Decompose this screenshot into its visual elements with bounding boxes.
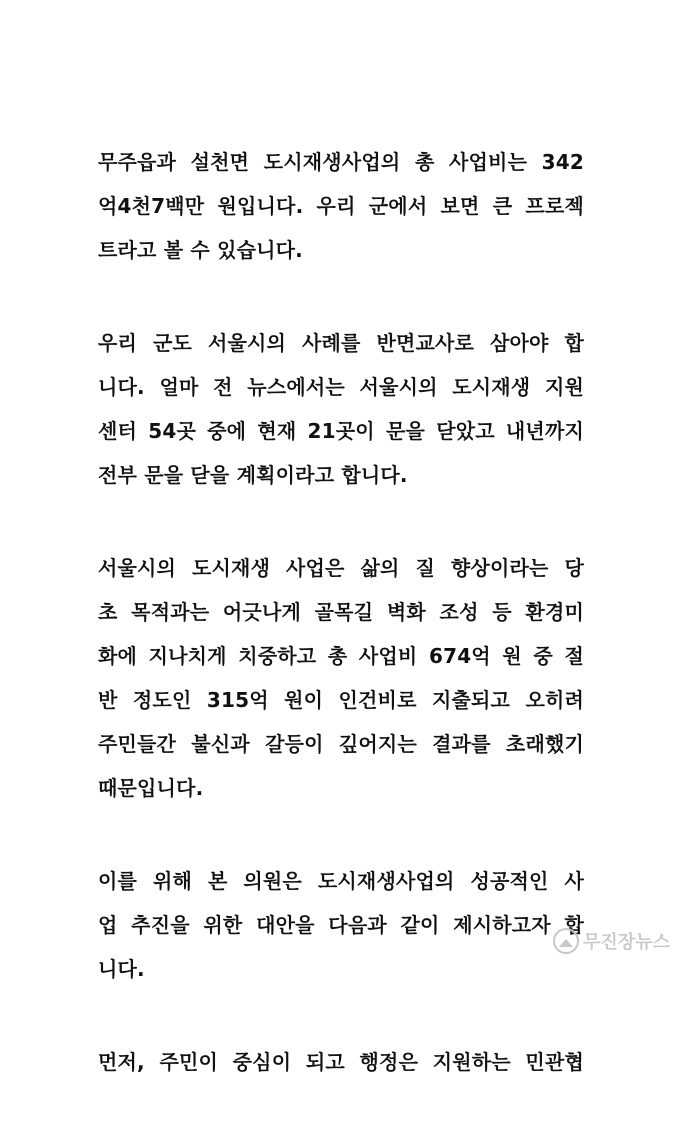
watermark <box>553 928 670 954</box>
paragraph-5 <box>98 1040 584 1084</box>
text-line: 트라고 볼 수 있습니다. <box>98 238 303 262</box>
watermark-text: 무진장뉴스 <box>583 932 670 953</box>
text-line: 서울시의 도시재생 사업은 삶의 질 향상이라는 당 <box>98 556 584 580</box>
text-line: 니다. <box>98 957 145 981</box>
text-line: 니다. 얼마 전 뉴스에서는 서울시의 도시재생 지원 <box>98 375 584 399</box>
text-line: 반 정도인 315억 원이 인건비로 지출되고 오히려 <box>98 688 584 712</box>
text-line: 초 목적과는 어긋나게 골목길 벽화 조성 등 환경미 <box>98 600 584 624</box>
text-line: 우리 군도 서울시의 사례를 반면교사로 삼아야 합 <box>98 331 584 355</box>
text-line: 이를 위해 본 의원은 도시재생사업의 성공적인 사 <box>98 869 584 893</box>
paragraph-3 <box>98 546 584 810</box>
paragraph-2 <box>98 321 584 497</box>
text-line: 업 추진을 위한 대안을 다음과 같이 제시하고자 합 <box>98 913 584 937</box>
paragraph-1 <box>98 140 584 272</box>
text-line: 무주읍과 설천면 도시재생사업의 총 사업비는 342 <box>98 150 584 174</box>
text-line: 전부 문을 닫을 계획이라고 합니다. <box>98 463 408 487</box>
text-line: 주민들간 불신과 갈등이 깊어지는 결과를 초래했기 <box>98 732 584 756</box>
text-line: 센터 54곳 중에 현재 21곳이 문을 닫았고 내년까지 <box>98 419 584 443</box>
text-line: 억4천7백만 원입니다. 우리 군에서 보면 큰 프로젝 <box>98 194 584 218</box>
paragraph-4 <box>98 859 584 991</box>
body-text <box>98 140 584 1133</box>
text-line: 때문입니다. <box>98 776 204 800</box>
text-line: 먼저, 주민이 중심이 되고 행정은 지원하는 민관협 <box>98 1050 584 1074</box>
mountain-logo-icon <box>553 928 579 954</box>
text-line: 화에 지나치게 치중하고 총 사업비 674억 원 중 절 <box>98 644 584 668</box>
